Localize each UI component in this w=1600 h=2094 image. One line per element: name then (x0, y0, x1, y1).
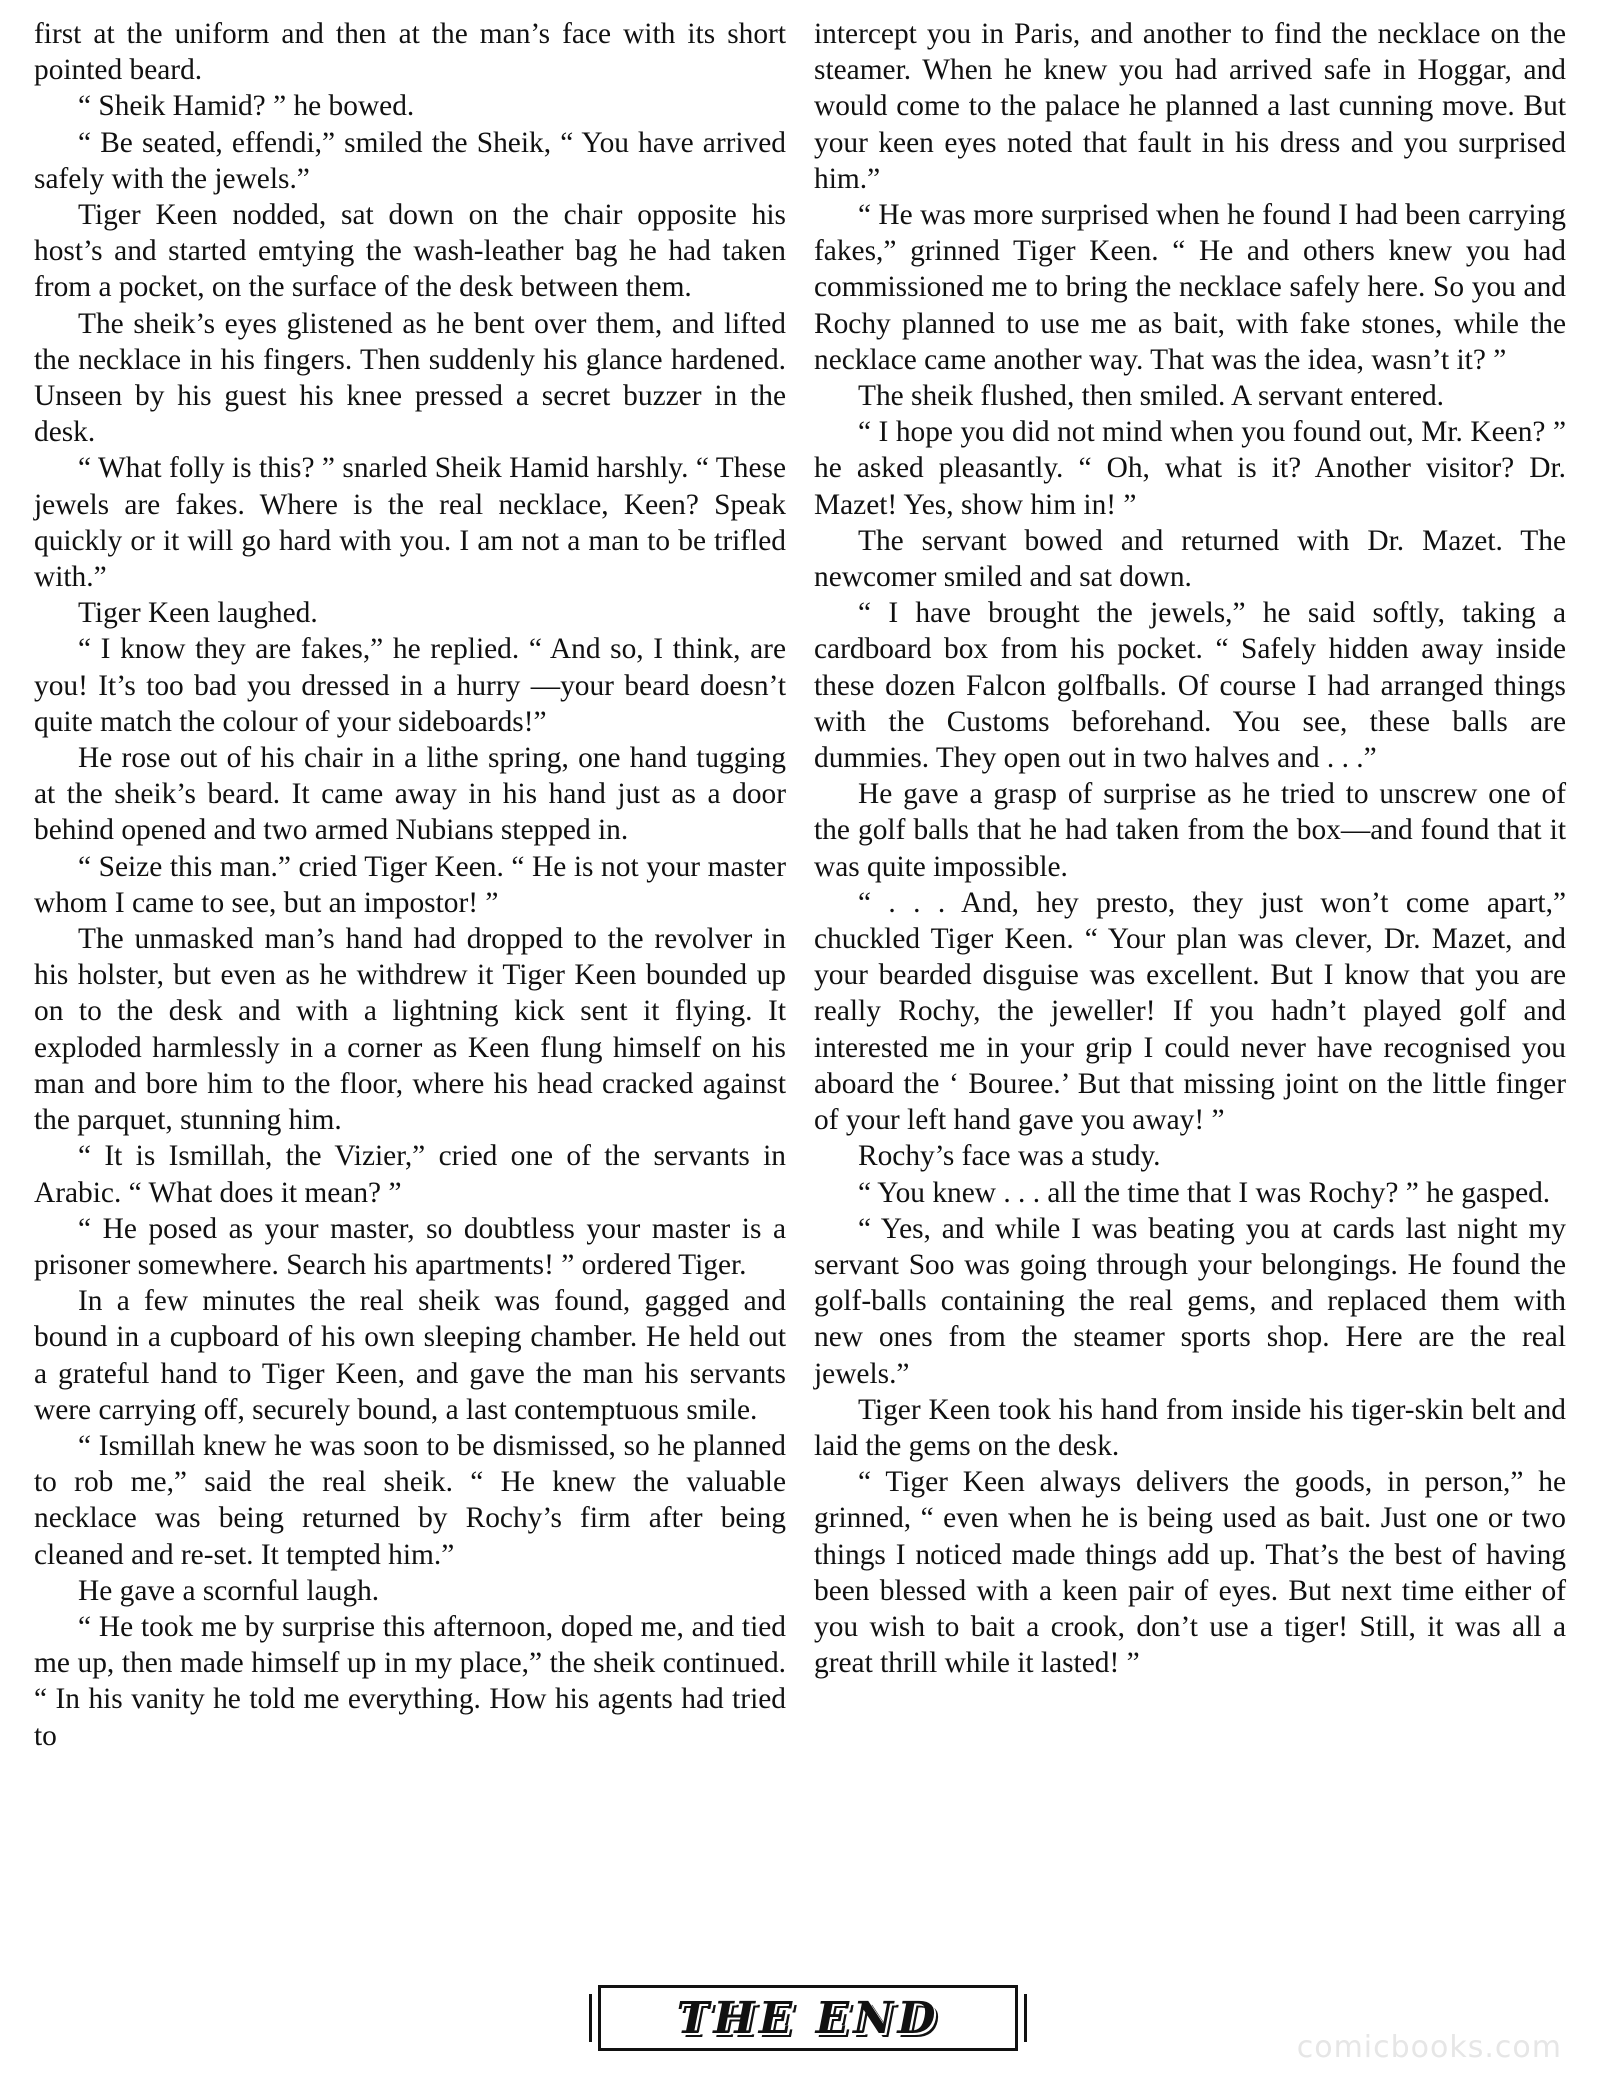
paragraph: The servant bowed and returned with Dr. Mazet. The newcomer smiled and sat down. (814, 524, 1566, 594)
paragraph: The sheik’s eyes glistened as he bent over them, and lifted the necklace in his fingers. Then suddenly his glance hardened. Unseen by his guest his knee pressed a secret buzzer in the desk. (34, 307, 786, 449)
paragraph: “ Tiger Keen always delivers the goods, in person,” he grinned, “ even when he is being used as bait. Just one or two things I noticed made things add up. That’s the best of having been blessed with a keen pair of eyes. But next time either of you wish to bait a crook, don’t use a tiger! Still, it was all a great thrill while it lasted! ” (814, 1466, 1566, 1680)
text-column-right (814, 16, 1566, 1681)
paragraph: first at the uniform and then at the man’s face with its short pointed beard. (34, 18, 786, 87)
paragraph: “ He posed as your master, so doubtless your master is a prisoner somewhere. Search his apartments! ” ordered Tiger. (34, 1212, 786, 1281)
paragraph: He gave a scornful laugh. (78, 1574, 380, 1607)
paragraph: The sheik flushed, then smiled. A servant entered. (858, 380, 1445, 413)
paragraph: “ He took me by surprise this afternoon, doped me, and tied me up, then made himself up in my place,” the sheik continued. “ In his vanity he told me everything. How his agents had tried to (34, 1610, 786, 1752)
paragraph: “ Ismillah knew he was soon to be dismissed, so he planned to rob me,” said the real sheik. “ He knew the valuable necklace was being returned by Rochy’s firm after being cleaned and re-set. It tempted him.” (34, 1429, 786, 1571)
paragraph: He gave a grasp of surprise as he tried to unscrew one of the golf balls that he had taken from the box—and found that it was quite impossible. (814, 778, 1566, 883)
paragraph: “ Seize this man.” cried Tiger Keen. “ He is not your master whom I came to see, but an impostor! ” (34, 850, 786, 919)
paragraph: “ You knew . . . all the time that I was Rochy? ” he gasped. (858, 1176, 1551, 1209)
paragraph: “ I have brought the jewels,” he said softly, taking a cardboard box from his pocket. “ Safely hidden away inside these dozen Falcon golfballs. Of course I had arranged things with the Customs beforehand. You see, these balls are dummies. They open out in two halves and . . .” (814, 597, 1566, 775)
paragraph: “ He was more surprised when he found I had been carrying fakes,” grinned Tiger Keen. “ He and others knew you had commissioned me to bring the necklace safely here. So you and Rochy planned to use me as bait, with fake stones, while the necklace came another way. That was the idea, wasn’t it? ” (814, 199, 1566, 376)
paragraph: “ . . . And, hey presto, they just won’t come apart,” chuckled Tiger Keen. “ Your plan was clever, Dr. Mazet, and your bearded disguise was excellent. But I know that you are really Rochy, the jeweller! If you hadn’t played golf and interested me in your grip I could never have recognised you aboard the ‘ Bouree.’ But that missing joint on the little finger of your left hand gave you away! ” (814, 886, 1566, 1137)
paragraph: intercept you in Paris, and another to find the necklace on the steamer. When he knew you had arrived safe in Hoggar, and would come to the palace he planned a last cunning move. But your keen eyes noted that fault in his dress and you surprised him.” (814, 18, 1566, 195)
paragraph: The unmasked man’s hand had dropped to the revolver in his holster, but even as he withdrew it Tiger Keen bounded up on to the desk and with a lightning kick sent it flying. It exploded harmlessly in a corner as Keen flung himself on his man and bore him to the floor, where his head cracked against the parquet, stunning him. (34, 923, 786, 1137)
text-column-left (34, 16, 786, 1754)
paragraph: “ What folly is this? ” snarled Sheik Hamid harshly. “ These jewels are fakes. Where is the real necklace, Keen? Speak quickly or it will go hard with you. I am not a man to be trifled with.” (34, 452, 786, 594)
the-end-banner (598, 1985, 1018, 2051)
paragraph: Tiger Keen took his hand from inside his tiger-skin belt and laid the gems on the desk. (814, 1393, 1566, 1462)
paragraph: Rochy’s face was a study. (858, 1140, 1161, 1173)
paragraph: “ I know they are fakes,” he replied. “ And so, I think, are you! It’s too bad you dressed in a hurry —your beard doesn’t quite match the colour of your sideboards!” (34, 633, 786, 738)
the-end-label: THE END (676, 1992, 940, 2044)
paragraph: “ It is Ismillah, the Vizier,” cried one of the servants in Arabic. “ What does it mean? ” (34, 1140, 786, 1209)
paragraph: “ I hope you did not mind when you found out, Mr. Keen? ” he asked pleasantly. “ Oh, what is it? Another visitor? Dr. Mazet! Yes, show him in! ” (814, 416, 1566, 521)
paragraph: In a few minutes the real sheik was found, gagged and bound in a cupboard of his own sleeping chamber. He held out a grateful hand to Tiger Keen, and gave the man his servants were carrying off, securely bound, a last contemptuous smile. (34, 1285, 786, 1426)
watermark: comicbooks.com (1296, 2030, 1562, 2065)
paragraph: “ Be seated, effendi,” smiled the Sheik, “ You have arrived safely with the jewels.” (34, 126, 786, 195)
paragraph: He rose out of his chair in a lithe spring, one hand tugging at the sheik’s beard. It came away in his hand just as a door behind opened and two armed Nubians stepped in. (34, 742, 786, 847)
paragraph: “ Sheik Hamid? ” he bowed. (78, 90, 415, 123)
paragraph: “ Yes, and while I was beating you at cards last night my servant Soo was going through your belongings. He found the golf-balls containing the real gems, and replaced them with new ones from the steamer sports shop. Here are the real jewels.” (814, 1212, 1566, 1390)
paragraph: Tiger Keen nodded, sat down on the chair opposite his host’s and started emtying the wash-leather bag he had taken from a pocket, on the surface of the desk between them. (34, 199, 786, 304)
paragraph: Tiger Keen laughed. (78, 597, 318, 630)
